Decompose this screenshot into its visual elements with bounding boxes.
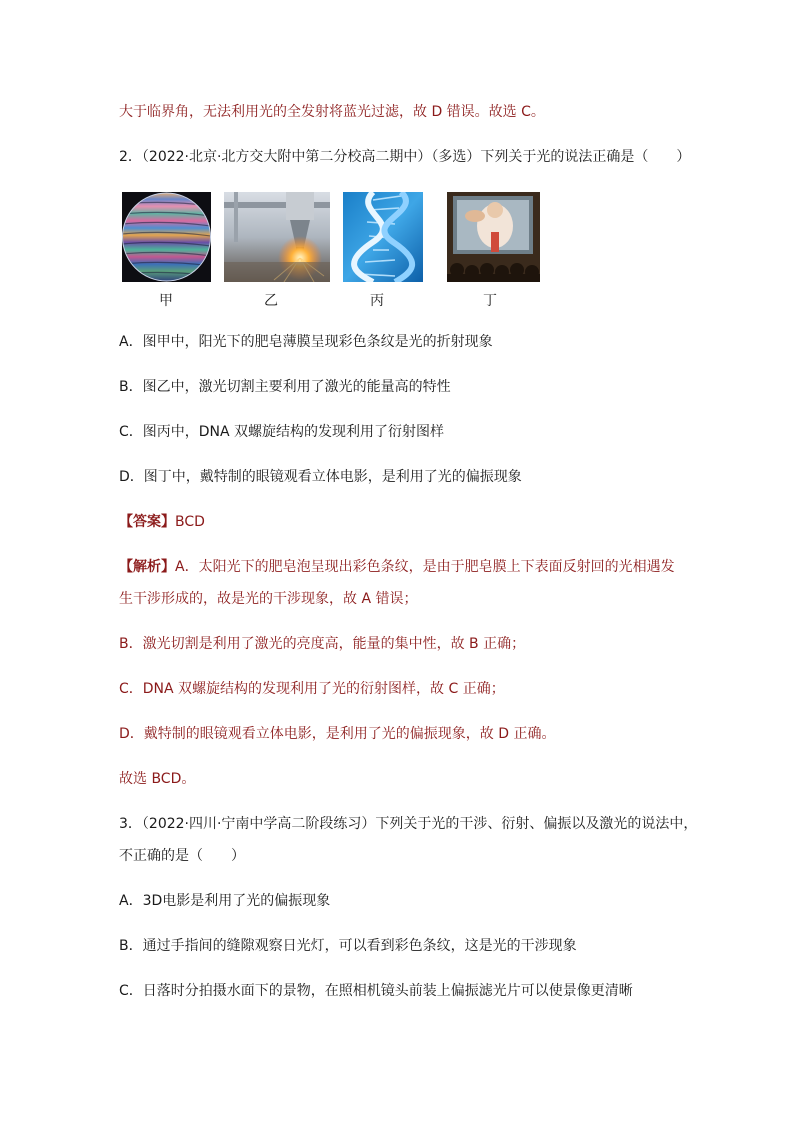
figure-label-jia: 甲: [159, 293, 173, 309]
question-3-stem-2: 不正确的是（ ）: [119, 848, 245, 864]
q3-option-a: A．3D电影是利用了光的偏振现象: [119, 893, 331, 909]
figure-label-yi: 乙: [264, 293, 278, 309]
figure-row: [0, 192, 793, 282]
answer-tag: 【答案】: [119, 514, 175, 530]
question-3-stem-1: 3．（2022·四川·宁南中学高二阶段练习）下列关于光的干涉、衍射、偏振以及激光的说法中，: [119, 816, 698, 832]
explanation-tag: 【解析】: [119, 559, 175, 575]
option-a: A．图甲中，阳光下的肥皂薄膜呈现彩色条纹是光的折射现象: [119, 334, 493, 350]
figure-label-ding: 丁: [483, 293, 497, 309]
option-c: C．图丙中，DNA 双螺旋结构的发现利用了衍射图样: [119, 424, 445, 440]
figure-label-bing: 丙: [370, 293, 384, 309]
question-2-stem: 2．（2022·北京·北方交大附中第二分校高二期中）（多选）下列关于光的说法正确是（ ）: [119, 149, 691, 165]
explanation-line-1: [119, 557, 675, 577]
explanation-text: A．太阳光下的肥皂泡呈现出彩色条纹，是由于肥皂膜上下表面反射回的光相遇发: [175, 559, 675, 575]
explanation-line-4: C．DNA 双螺旋结构的发现利用了光的衍射图样，故 C 正确；: [119, 681, 505, 697]
text-line: 大于临界角，无法利用光的全发射将蓝光过滤，故 D 错误。故选 C。: [119, 104, 545, 120]
explanation-line-6: 故选 BCD。: [119, 771, 196, 787]
answer-value: BCD: [175, 514, 205, 530]
explanation-line-2: 生干涉形成的，故是光的干涉现象，故 A 错误；: [119, 591, 418, 607]
dna-helix-image: [343, 192, 423, 282]
explanation-line-5: D．戴特制的眼镜观看立体电影，是利用了光的偏振现象，故 D 正确。: [119, 726, 556, 742]
q3-option-c: C．日落时分拍摄水面下的景物，在照相机镜头前装上偏振滤光片可以使景像更清晰: [119, 983, 633, 999]
q3-option-b: B．通过手指间的缝隙观察日光灯，可以看到彩色条纹，这是光的干涉现象: [119, 938, 577, 954]
3d-cinema-image: [447, 192, 540, 282]
laser-cutting-image: [224, 192, 330, 282]
explanation-line-3: B．激光切割是利用了激光的亮度高，能量的集中性，故 B 正确；: [119, 636, 526, 652]
soap-film-image: [122, 192, 211, 282]
option-b: B．图乙中，激光切割主要利用了激光的能量高的特性: [119, 379, 451, 395]
option-d: D．图丁中，戴特制的眼镜观看立体电影，是利用了光的偏振现象: [119, 469, 522, 485]
answer-line: [119, 512, 205, 532]
